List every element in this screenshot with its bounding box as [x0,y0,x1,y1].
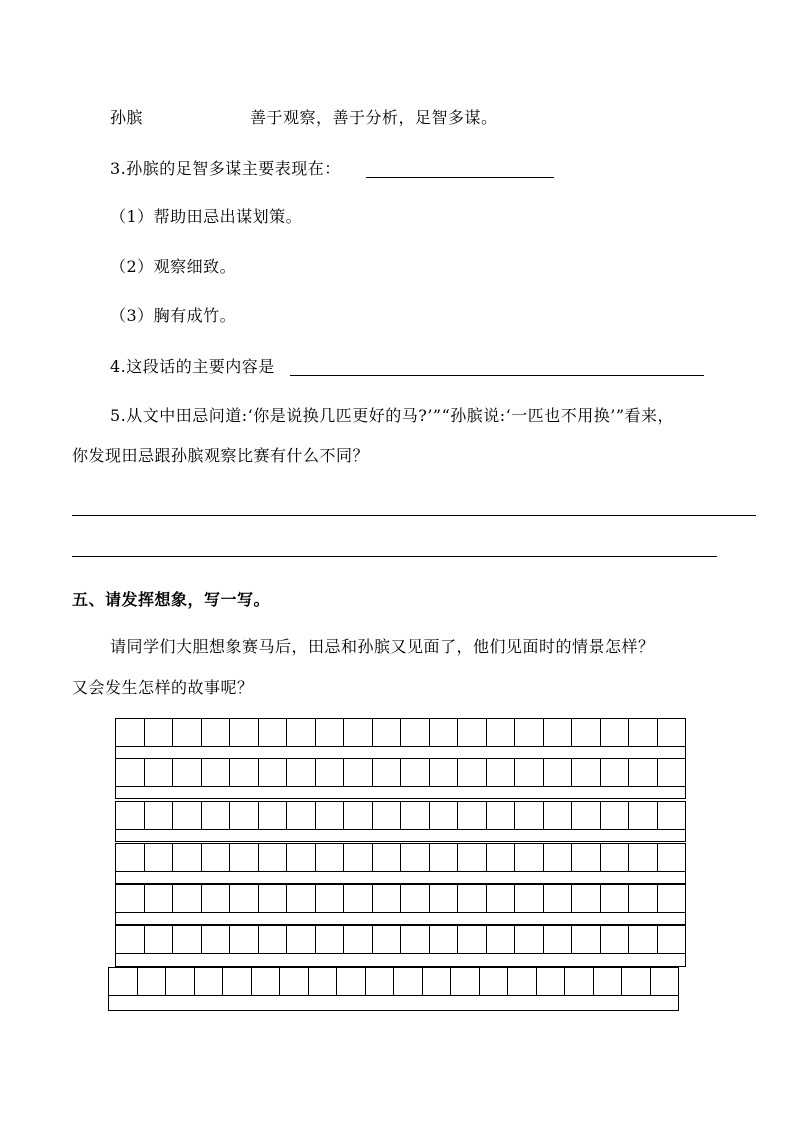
writing-cell[interactable] [508,968,537,995]
writing-cell[interactable] [287,885,316,912]
writing-cell[interactable] [401,759,430,786]
writing-cell[interactable] [515,802,544,829]
section-5-heading: 五、请发挥想象，写一写。 [72,590,271,609]
writing-cell[interactable] [487,759,516,786]
writing-cell[interactable] [651,968,679,995]
writing-cell[interactable] [487,844,516,871]
option-3: （3）胸有成竹。 [110,306,237,325]
writing-cell[interactable] [515,885,544,912]
writing-cell[interactable] [116,926,145,953]
writing-grid-row [115,758,686,799]
writing-cell[interactable] [629,885,658,912]
writing-cell[interactable] [515,759,544,786]
writing-cell[interactable] [487,885,516,912]
writing-cell[interactable] [316,802,345,829]
writing-grid-row-offset [108,967,679,1011]
writing-cell[interactable] [344,759,373,786]
writing-cell[interactable] [145,759,174,786]
writing-cell[interactable] [401,719,430,746]
writing-cell[interactable] [259,926,288,953]
writing-cell[interactable] [316,719,345,746]
writing-cell[interactable] [458,802,487,829]
writing-cell[interactable] [515,719,544,746]
writing-cell[interactable] [373,885,402,912]
writing-cell[interactable] [223,968,252,995]
writing-cell[interactable] [572,719,601,746]
writing-cell[interactable] [594,968,623,995]
writing-grid-row [115,884,686,925]
writing-cell[interactable] [401,802,430,829]
writing-cell[interactable] [145,844,174,871]
writing-cell[interactable] [430,802,459,829]
writing-cell[interactable] [487,926,516,953]
writing-cell[interactable] [601,885,630,912]
writing-cell[interactable] [458,759,487,786]
writing-cell[interactable] [259,844,288,871]
writing-cell[interactable] [173,926,202,953]
question-4-label: 4.这段话的主要内容是 [110,357,275,376]
writing-cell[interactable] [658,719,686,746]
section-5-paragraph-line-1: 请同学们大胆想象赛马后，田忌和孙膑又见面了，他们见面时的情景怎样？ [110,637,655,656]
writing-cell[interactable] [458,719,487,746]
writing-cell[interactable] [401,885,430,912]
writing-grid-row [115,843,686,884]
writing-cell[interactable] [166,968,195,995]
writing-cell[interactable] [658,926,686,953]
writing-cell[interactable] [287,926,316,953]
name-sun-bin: 孙膑 [110,108,144,127]
writing-cell[interactable] [309,968,338,995]
option-1: （1）帮助田忌出谋划策。 [110,207,303,226]
writing-cell[interactable] [629,844,658,871]
section-5-paragraph-line-2: 又会发生怎样的故事呢？ [72,678,254,697]
writing-cell[interactable] [337,968,366,995]
writing-cell[interactable] [287,719,316,746]
writing-cell[interactable] [316,759,345,786]
writing-cell[interactable] [259,885,288,912]
writing-cell[interactable] [173,844,202,871]
writing-cell[interactable] [252,968,281,995]
writing-cell[interactable] [430,926,459,953]
writing-cell[interactable] [287,802,316,829]
writing-cell[interactable] [458,844,487,871]
writing-cell[interactable] [173,802,202,829]
writing-cell[interactable] [202,885,231,912]
writing-cell[interactable] [287,759,316,786]
writing-grid-row [115,718,686,759]
writing-cell[interactable] [373,844,402,871]
writing-cell[interactable] [366,968,395,995]
writing-cell[interactable] [316,844,345,871]
writing-cell[interactable] [230,844,259,871]
writing-cell[interactable] [537,968,566,995]
writing-cell[interactable] [629,802,658,829]
writing-cell[interactable] [430,844,459,871]
writing-cell[interactable] [202,719,231,746]
writing-cell[interactable] [316,926,345,953]
writing-cell[interactable] [145,802,174,829]
writing-cell[interactable] [344,844,373,871]
writing-cell[interactable] [515,844,544,871]
writing-cell[interactable] [544,885,573,912]
writing-cell[interactable] [458,885,487,912]
writing-cell[interactable] [202,844,231,871]
question-5-answer-line-1[interactable] [72,515,756,516]
writing-cell[interactable] [658,759,686,786]
writing-cell[interactable] [373,719,402,746]
writing-grid-row [115,925,686,967]
writing-cell[interactable] [601,926,630,953]
writing-cell[interactable] [145,926,174,953]
writing-cell[interactable] [202,926,231,953]
writing-cell[interactable] [544,759,573,786]
writing-cell[interactable] [202,802,231,829]
question-5-line-2: 你发现田忌跟孙膑观察比赛有什么不同？ [72,446,370,465]
writing-cell[interactable] [116,844,145,871]
writing-cell[interactable] [145,885,174,912]
writing-cell[interactable] [259,802,288,829]
writing-cell[interactable] [373,759,402,786]
writing-cell[interactable] [230,885,259,912]
writing-cell[interactable] [109,968,138,995]
writing-cell[interactable] [565,968,594,995]
question-4-answer-line[interactable] [290,375,704,376]
writing-cell[interactable] [629,719,658,746]
writing-cell[interactable] [401,844,430,871]
question-5-line-1: 5.从文中田忌问道:‘你是说换几匹更好的马?’”“孙膑说:‘一匹也不用换’”看来， [110,406,675,425]
writing-cell[interactable] [451,968,480,995]
writing-cell[interactable] [230,719,259,746]
writing-cell[interactable] [487,802,516,829]
writing-cell[interactable] [430,719,459,746]
writing-cell[interactable] [544,926,573,953]
writing-cell[interactable] [480,968,509,995]
writing-cell[interactable] [629,759,658,786]
writing-cell[interactable] [195,968,224,995]
writing-cell[interactable] [622,968,651,995]
writing-cell[interactable] [487,719,516,746]
writing-cell[interactable] [394,968,423,995]
writing-cell[interactable] [116,759,145,786]
writing-cell[interactable] [401,926,430,953]
writing-cell[interactable] [202,759,231,786]
writing-cell[interactable] [173,719,202,746]
writing-cell[interactable] [373,926,402,953]
writing-cell[interactable] [259,719,288,746]
writing-cell[interactable] [344,885,373,912]
writing-cell[interactable] [116,885,145,912]
writing-cell[interactable] [280,968,309,995]
writing-cell[interactable] [230,759,259,786]
writing-cell[interactable] [601,719,630,746]
writing-cell[interactable] [423,968,452,995]
writing-cell[interactable] [544,844,573,871]
writing-cell[interactable] [344,926,373,953]
writing-cell[interactable] [344,719,373,746]
writing-cell[interactable] [259,759,288,786]
sun-bin-description: 善于观察，善于分析，足智多谋。 [250,108,498,127]
writing-cell[interactable] [601,759,630,786]
writing-cell[interactable] [116,719,145,746]
writing-cell[interactable] [230,926,259,953]
writing-cell[interactable] [658,844,686,871]
writing-cell[interactable] [572,844,601,871]
writing-cell[interactable] [138,968,167,995]
writing-cell[interactable] [116,802,145,829]
writing-cell[interactable] [173,759,202,786]
writing-cell[interactable] [173,885,202,912]
writing-cell[interactable] [572,885,601,912]
question-3-label: 3.孙膑的足智多谋主要表现在： [110,159,341,178]
writing-cell[interactable] [572,802,601,829]
question-5-answer-line-2[interactable] [72,556,717,557]
writing-cell[interactable] [230,802,259,829]
writing-cell[interactable] [316,885,345,912]
writing-cell[interactable] [572,926,601,953]
writing-cell[interactable] [373,802,402,829]
writing-grid-row [115,801,686,842]
writing-cell[interactable] [629,926,658,953]
writing-cell[interactable] [601,802,630,829]
writing-cell[interactable] [544,802,573,829]
question-3-answer-line[interactable] [366,177,554,178]
writing-cell[interactable] [287,844,316,871]
writing-cell[interactable] [601,844,630,871]
writing-cell[interactable] [658,885,686,912]
writing-cell[interactable] [430,885,459,912]
writing-cell[interactable] [544,719,573,746]
writing-cell[interactable] [515,926,544,953]
writing-cell[interactable] [458,926,487,953]
option-2: （2）观察细致。 [110,257,237,276]
writing-cell[interactable] [658,802,686,829]
writing-cell[interactable] [572,759,601,786]
writing-cell[interactable] [344,802,373,829]
writing-cell[interactable] [145,719,174,746]
writing-cell[interactable] [430,759,459,786]
